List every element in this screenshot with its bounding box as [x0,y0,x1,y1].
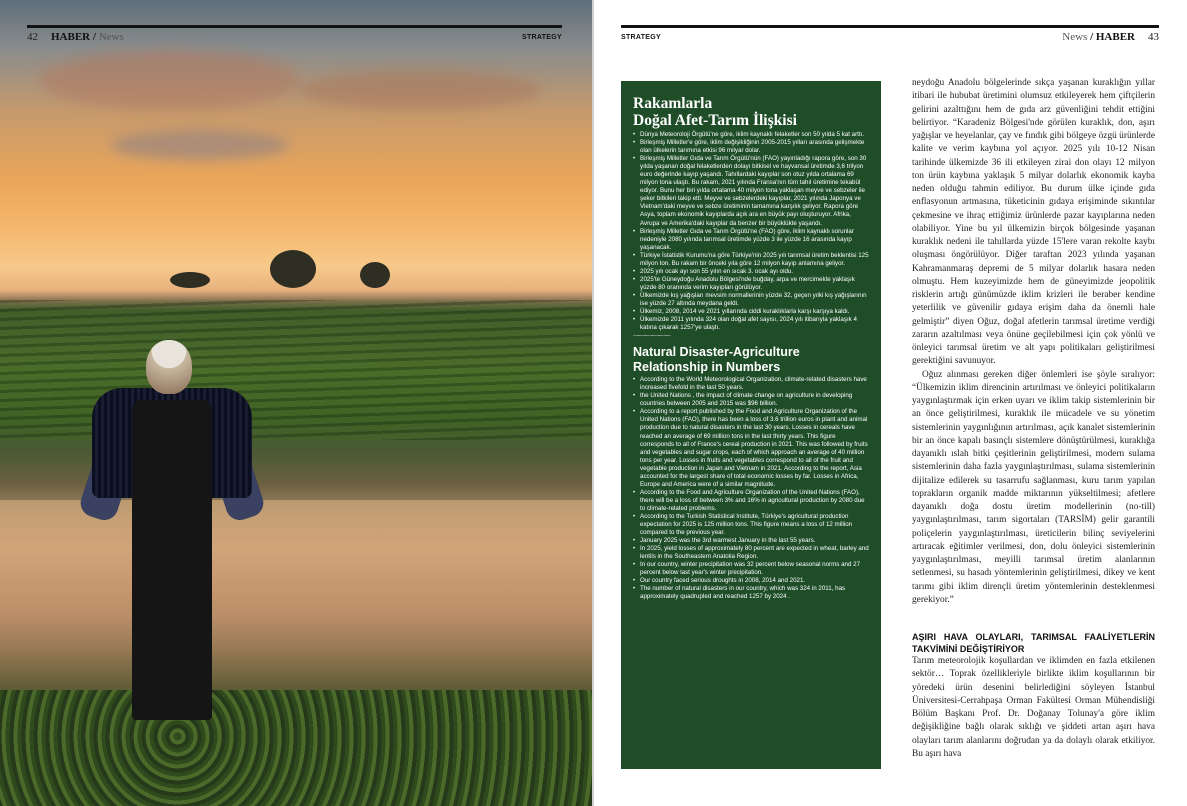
left-page-photo [0,0,592,806]
fact-item: • Ülkemizde 2011 yılında 324 olan doğal afet sayısı, 2024 yılı itibarıyla yaklaşık 4 katına çıkarak 1257'ye ulaştı. [633,316,871,332]
article-paragraph: neydoğu Anadolu bölgelerinde sıkça yaşanan kuraklığın yıllar itibari ile hububat üretimini olumsuz etkileyerek hem çiftçilerin gelirini azalttığını hem de gıda arz güvenliğini tehdit ettiğini belirtiyor. “Karadeniz Bölgesi'nde görülen kuraklık, don, aşırı yağışlar ve heyelanlar, çay ve fındık gibi bölgeye özgü ürünlerde kalite ve verim kaybına yol açıyor. 2025 yılı 10-12 Nisan tarihinde ülkemizde 36 ili etkileyen zirai don olayı 12 milyon ton ürün kaybına yaklaşık 5 milyar dolarlık ekonomik kayba neden olduğu tahmin ediliyor. Bu durum ülke içinde gıda enflasyonun artmasına, tüketicinin gıdaya erişiminde sıkıntılar çekmesine ve ihraç ettiğimiz ürünlerde pazar kayıplarına neden olabiliyor. Yine bu yıl ülkemizin birçok bölgesinde yaşanan kuraklık nedeni ile tahıllarda yüzde 15'lere varan rekolte kaybı oluşması öngörülüyor. Diğer taraftan 2023 yılında yaşanan Kahramanmaraş depremi de 5 milyar dolarlık hasara neden olmuştu. Hem kuzeyimizde hem de güneyimizde jeopolitik risklerin artığı günümüzde iklim krizleri ile beraber kendine yeterlilik ve güvenilir gıdaya erişim daha da önemli hale gelmiştir” diyen Oğuz, doğal afetlerin tarımsal üretime verdiği zararın azaltılması veya önüne geçilebilmesi için çok yönlü ve önleyici tarımsal üretim ve alt yapı politikaları geliştirilmesi gerektiğini savunuyor. [912,78,1155,367]
cloud-shape [300,70,540,110]
brand-sub: News [1062,31,1088,43]
fact-item: • Türkiye İstatistik Kurumu'na göre Türkiye'nin 2025 yılı tarımsal üretim beklentisi 125 milyon ton. Bu rakam bir önceki yıla göre 12 milyon kayıp anlamına geliyor. [633,252,871,268]
facts-sidebar-box [621,81,881,769]
box-title-tr-line1: Rakamlarla [633,95,713,112]
fact-item: • Birleşmiş Milletler Gıda ve Tarım Örgütü'ne (FAO) göre, iklim kaynaklı sorunlar nedeniyle 2080 yılında tarımsal üretimde yüzde 3 ile yüzde 16 arasında kayıp yaşanacak. [633,228,871,252]
fact-item: • The number of natural disasters in our country, which was 324 in 2011, has approximately quadrupled and reached 1257 by 2024 . [633,585,871,601]
section-label: STRATEGY [621,34,661,41]
article-body [912,77,1155,761]
fact-item: • Dünya Meteoroloji Örgütü'ne göre, iklim kaynaklı felaketler son 50 yılda 5 kat arttı. [633,131,871,139]
tree-silhouette [270,250,316,288]
box-title-tr-line2: Doğal Afet-Tarım İlişkisi [633,112,797,129]
page-number: 43 [1148,31,1159,43]
fact-item: • According to the Food and Agriculture Organization of the United Nations (FAO), there will be a loss of between 3% and 16% in agricultural production by 2080 due to climate-related problems. [633,489,871,513]
right-page-header [621,25,1159,45]
brand-name: HABER [1095,31,1135,43]
farmer-figure [92,340,252,740]
flooded-water [0,500,592,690]
article-subheading: AŞIRI HAVA OLAYLARI, TARIMSAL FAALİYETLERİN TAKVİMİNİ DEĞİŞTİRİYOR [912,632,1155,654]
fact-item: • According to the World Meteorological Organization, climate-related disasters have increased fivefold in the last 50 years. [633,376,871,392]
tree-silhouette [360,262,390,288]
box-title-en [633,345,871,374]
fact-item: • Birleşmiş Milletler'e göre, iklim değişikliğinin 2005-2015 yılları arasında gelişmekte olan ülkelerin tarımına etkisi 96 milyar dolar. [633,139,871,155]
left-page-header [27,25,562,45]
magazine-brand: HABER / News [51,31,124,43]
fact-item: • January 2025 was the 3rd warmest January in the last 55 years. [633,537,871,545]
right-page [594,0,1187,806]
farmer-overalls [132,400,212,720]
brand-name: HABER [51,31,91,43]
article-paragraph: Oğuz alınması gereken diğer önlemleri ise şöyle sıralıyor: “Ülkemizin iklim direncinin artırılması ve önleyici politikaların yaygınlaştırmak için erken uyarı ve iklim takip sistemlerinin bir an önce geliştirilmesi, kuraklık ile mücadele ve su yönetim sistemlerinin yaygınlığının artırılması, açık kanalet sistemlerinin bir an önce kapalı basınçlı sistemlere dönüştürülmesi, kuraklığa dayanıklı ıslah bitki çeşitlerinin geliştirilmesi, modern sulama sistemlerinin daha fazla yaygınlaştırılması, sulama sistemlerinin dijitalize edilerek su tasarrufu sağlanması, kuru tarım yapılan toprakların organik madde miktarının yükseltilmesi; afetlere dayanıklı doğa dostu üretim modellerinin (no-till) yaygınlaştırılması, tarım sigortaları (TARSİM) gelir garantili poliçelerin yaygınlaştırılması, üreticilerin bilinç seviyelerini artıracak eğitimler verilmesi, don, dolu önleyici sistemlerinin yaygınlaştırılması, meyilli tarımsal üretim alanlarının setlenmesi, su hasadı yöntemlerinin geliştirilmesi, dikey ve kent tarımı gibi iklim dirençli üretim yöntemlerinin desteklenmesi gerekiyor.” [912,369,1155,605]
fact-item: • Birleşmiş Milletler Gıda ve Tarım Örgütü'nün (FAO) yayınladığı rapora göre, son 30 yılda yaşanan doğal felaketlerden dolayı bitkisel ve hayvansal üretimde 3,6 trilyon euro değerinde kayıp yaşandı. Tahıllardaki kayıplar son otuz yılda ortalama 69 milyon tona ulaştı. Bu rakam, 2021 yılında Fransa'nın tüm tahıl üretimine tekabül ediyor. Bunu her biri yılda ortalama 40 milyon tona yaklaşan meyve ve sebzeler ile şeker bitkileri takip etti. Meyve ve sebzelerdeki kayıplar, 2021 yılında Japonya ve Vietnam'daki meyve ve sebze üretiminin tamamına karşılık geliyor. Rapora göre Asya, toplam ekonomik kayıplarda açık ara en büyük payı oluşturuyor. Afrika, Avrupa ve Amerika'daki kayıplar da benzer bir büyüklükte yaşandı. [633,155,871,227]
cloud-shape [110,130,290,160]
fact-item: • Our country faced serious droughts in 2008, 2014 and 2021. [633,577,871,585]
fact-item: • In 2025, yield losses of approximately 80 percent are expected in wheat, barley and lentils in the Southeastern Anatolia Region. [633,545,871,561]
box-title-en-line2: Relationship in Numbers [633,359,781,374]
box-separator: ................................ [633,332,671,339]
tree-silhouette [170,272,210,288]
foreground-plants [0,690,592,806]
fact-item: • 2025'te Güneydoğu Anadolu Bölgesi'nde buğday, arpa ve mercimekte yaklaşık yüzde 80 oranında verim kayıpları görülüyor. [633,276,871,292]
fact-item: • the United Nations , the impact of climate change on agriculture in developing countries between 2005 and 2015 was $96 billion. [633,392,871,408]
brand-sub: News [98,31,124,43]
facts-list-en [633,376,871,601]
article-paragraph: Tarım meteorolojik koşullardan ve iklimden en fazla etkilenen sektör… Toprak özellikleriyle birlikte iklim koşullarının bir yöredeki ürün desenini belirlediğini söyleyen İstanbul Üniversitesi-Cerrahpaşa Orman Fakültesi Orman Mühendisliği Bölüm Başkanı Prof. Dr. Doğanay Tolunay'a göre iklim değişikliğine bağlı olarak sıklığı ve şiddeti artan aşırı hava olayları tarım alanlarını doğrudan ya da dolaylı olarak etkiliyor. Bu aşırı hava [912,656,1155,759]
farmer-head [146,340,192,394]
fact-item: • Ülkemiz, 2008, 2014 ve 2021 yıllarında ciddi kuraklıklarla karşı karşıya kaldı. [633,308,871,316]
cloud-shape [40,50,300,110]
fact-item: • According to a report published by the Food and Agriculture Organization of the United Nations (FAO), there has been a loss of 3.6 trillion euros in plant and animal production due to natural disasters in the last 30 years. Losses in cereals have reached an average of 69 million tons in the last thirty years. This figure corresponds to all of France's cereal production in 2021. This was followed by fruits and vegetables and sugar crops, each of which approach an average of 40 million tons per year. Losses in fruits and vegetables correspond to all of the fruit and vegetable production in Japan and Vietnam in 2021. According to the report, Asia accounted for the largest share of total economic losses by far. Losses in Africa, Europe and America were of a similar magnitude. [633,408,871,488]
box-title-tr [633,95,871,129]
facts-list-tr [633,131,871,332]
page-number: 42 [27,31,38,43]
magazine-brand: News / HABER [1062,31,1135,43]
fact-item: • In our country, winter precipitation was 32 percent below seasonal norms and 27 percent below last year's winter precipitation. [633,561,871,577]
crop-field [0,300,592,440]
fact-item: • 2025 yılı ocak ayı son 55 yılın en sıcak 3. ocak ayı oldu. [633,268,871,276]
box-title-en-line1: Natural Disaster-Agriculture [633,345,800,360]
fact-item: • According to the Turkish Statistical Institute, Türkiye's agricultural production expectation for 2025 is 125 million tons. This figure means a loss of 12 million compared to the previous year. [633,513,871,537]
fact-item: • Ülkemizde kış yağışları mevsim normallerinin yüzde 32, geçen yılki kış yağışlarının ise yüzde 27 altında meydana geldi. [633,292,871,308]
section-label: STRATEGY [522,34,562,41]
